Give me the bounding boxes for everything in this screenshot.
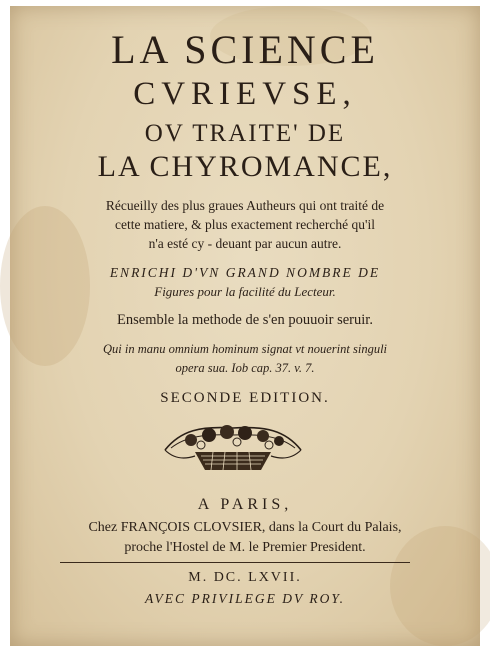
city-label: A PARIS, [197, 496, 293, 513]
title-page [10, 6, 480, 646]
enrichi-line-2: Figures pour la facilité du Lecteur. [154, 284, 336, 299]
description-line-3: n'a esté cy - deuant par aucun autre. [148, 236, 342, 251]
quote-line-1: Qui in manu omnium hominum signat vt nouerint singuli [102, 342, 388, 356]
ensemble-line: Ensemble la methode de s'en pouuoir seruir. [117, 312, 373, 328]
publication-year: M. DC. LXVII. [188, 570, 302, 585]
description-line-2: cette matiere, & plus exactement recherché qu'il [115, 217, 375, 232]
privilege-line: AVEC PRIVILEGE DV ROY. [144, 591, 346, 606]
printer-line-1: Chez FRANÇOIS CLOVSIER, dans la Court du Palais, [88, 520, 402, 535]
printer-line-2: proche l'Hostel de M. le Premier President. [124, 540, 366, 555]
title-line-1: LA SCIENCE [111, 27, 379, 72]
quote-line-2: opera sua. Iob cap. 37. v. 7. [175, 361, 315, 375]
horizontal-rule [60, 562, 410, 563]
title-line-3: OV TRAITE' DE [144, 120, 346, 147]
fruit-basket-ornament-icon [161, 420, 305, 474]
edition-label: SECONDE EDITION. [160, 390, 330, 406]
title-line-4: LA CHYROMANCE, [97, 150, 393, 183]
description-line-1: Récueilly des plus graues Autheurs qui ont traité de [105, 198, 385, 213]
title-line-2: CVRIEVSE, [133, 76, 357, 112]
enrichi-line-1: ENRICHI D'VN GRAND NOMBRE DE [109, 265, 381, 280]
